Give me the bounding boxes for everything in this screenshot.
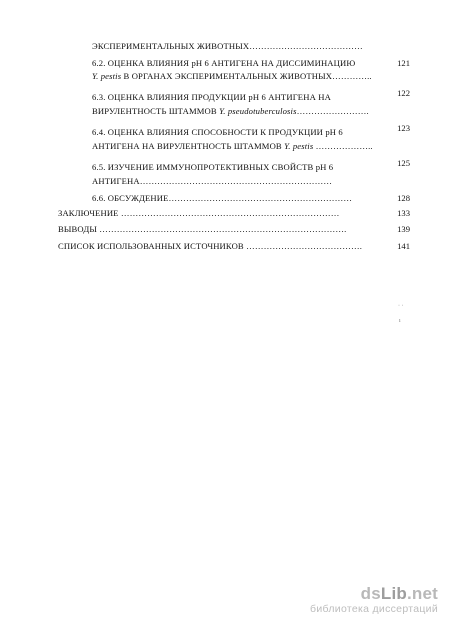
toc-page-sources: 141 — [397, 241, 410, 251]
toc-entry-6-3-line2: ВИРУЛЕНТНОСТЬ ШТАММОВ Y. pseudotuberculosis……………………. — [92, 106, 369, 116]
toc-entry-outputs: ВЫВОДЫ …………………………………………………………………………. — [58, 224, 347, 234]
scan-speck: ı — [399, 318, 401, 324]
toc-entry-6-5-line1: 6.5. ИЗУЧЕНИЕ ИММУНОПРОТЕКТИВНЫХ СВОЙСТВ pH 6 — [92, 162, 334, 172]
toc-entry-6-6: 6.6. ОБСУЖДЕНИЕ……………………………………………………… — [92, 193, 353, 203]
watermark-logo: dsLib.net — [360, 584, 438, 603]
toc-page-conclusion: 133 — [397, 208, 410, 218]
toc-page-6-4: 123 — [397, 123, 410, 133]
toc-entry-6-5-line2: АНТИГЕНА………………………………………………………… — [92, 176, 333, 186]
watermark — [310, 584, 438, 615]
watermark-subtitle: библиотека диссертаций — [310, 603, 438, 615]
toc-entry-6-4-line1: 6.4. ОЦЕНКА ВЛИЯНИЯ СПОСОБНОСТИ К ПРОДУКЦИИ pH 6 — [92, 127, 343, 137]
toc-page-outputs: 139 — [397, 224, 410, 234]
toc-page-6-6: 128 — [397, 193, 410, 203]
toc-page-6-2: 121 — [397, 58, 410, 68]
toc-entry-6-2-line2: Y. pestis В ОРГАНАХ ЭКСПЕРИМЕНТАЛЬНЫХ ЖИВОТНЫХ………….. — [92, 71, 372, 81]
toc-entry-sources: СПИСОК ИСПОЛЬЗОВАННЫХ ИСТОЧНИКОВ …………………………………. — [58, 241, 363, 251]
toc-entry-6-3-line1: 6.3. ОЦЕНКА ВЛИЯНИЯ ПРОДУКЦИИ pH 6 АНТИГЕНА НА — [92, 92, 331, 102]
toc-entry-6-2-line1: 6.2. ОЦЕНКА ВЛИЯНИЯ pH 6 АНТИГЕНА НА ДИССИМИНАЦИЮ — [92, 58, 356, 68]
toc-line-continuation: ЭКСПЕРИМЕНТАЛЬНЫХ ЖИВОТНЫХ………………………………… — [92, 41, 363, 51]
toc-page-6-5: 125 — [397, 158, 410, 168]
toc-entry-6-4-line2: АНТИГЕНА НА ВИРУЛЕНТНОСТЬ ШТАММОВ Y. pestis ……………….. — [92, 141, 373, 151]
toc-entry-conclusion: ЗАКЛЮЧЕНИЕ ………………………………………………………………… — [58, 208, 340, 218]
toc-page-6-3: 122 — [397, 88, 410, 98]
scan-speck: · · — [398, 303, 404, 309]
